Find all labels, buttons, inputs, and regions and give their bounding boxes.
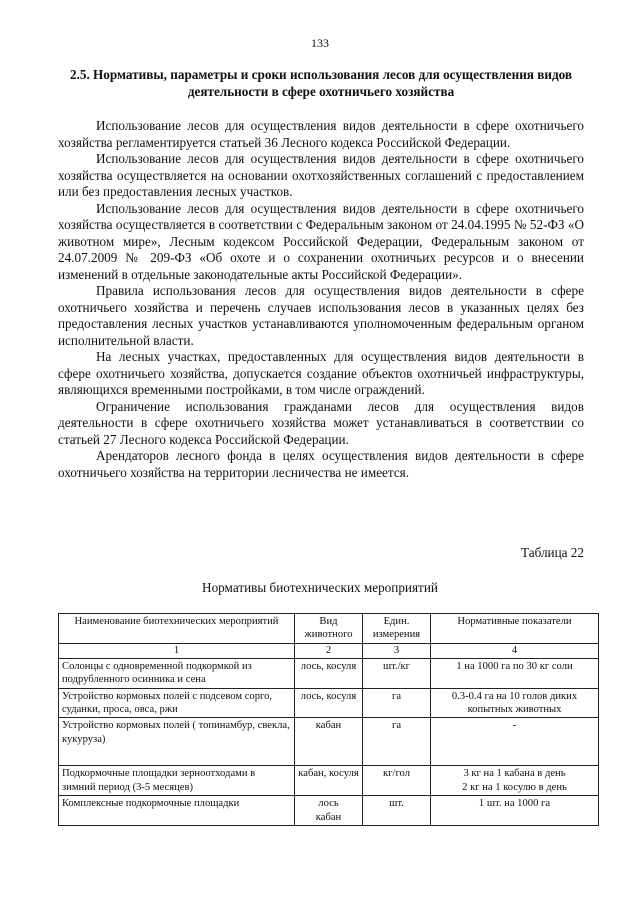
section-heading: 2.5. Нормативы, параметры и сроки использования лесов для осуществления видов деятельности в сфере охотничьего хозяйства: [69, 67, 573, 99]
table-cell: шт.: [363, 796, 431, 826]
table-cell: 1 шт. на 1000 га: [431, 796, 599, 826]
paragraph: Использование лесов для осуществления видов деятельности в сфере охотничьего хозяйства регламентируется статьей 36 Лесного кодекса Российской Федерации.: [58, 118, 584, 150]
column-number: 2: [295, 643, 363, 658]
table-cell: Комплексные подкормочные площадки: [59, 796, 295, 826]
body-text: [58, 118, 584, 481]
table-cell: га: [363, 718, 431, 766]
column-number: 4: [431, 643, 599, 658]
table-cell: Подкормочные площадки зерноотходами в зимний период (3-5 месяцев): [59, 766, 295, 796]
table-cell: лось, косуля: [295, 688, 363, 718]
column-number: 1: [59, 643, 295, 658]
table-cell: лось, косуля: [295, 658, 363, 688]
column-header: Един. измерения: [363, 614, 431, 644]
table-row: [59, 658, 599, 688]
paragraph: Правила использования лесов для осуществления видов деятельности в сфере охотничьего хозяйства и перечень случаев использования лесов в указанных целях без предоставления лесных участков устанавливаются уполномоченным федеральным органом исполнительной власти.: [58, 283, 584, 348]
table-cell: кабан, косуля: [295, 766, 363, 796]
table-cell: Солонцы с одновременной подкормкой из подрубленного осинника и сена: [59, 658, 295, 688]
paragraph: Использование лесов для осуществления видов деятельности в сфере охотничьего хозяйства осуществляется в соответствии с Федеральным законом от 24.04.1995 № 52-ФЗ «О животном мире», Лесным кодексом Российской Федерации, Федеральным законом от 24.07.2009 № 209-ФЗ «Об охоте и о сохранении охотничьих ресурсов и о внесении изменений в отдельные законодательные акты Российской Федерации».: [58, 200, 584, 282]
table-cell: га: [363, 688, 431, 718]
table-row: [59, 796, 599, 826]
column-header: Нормативные показатели: [431, 614, 599, 644]
table-row: [59, 688, 599, 718]
page-number: 133: [311, 36, 329, 50]
biotech-norms-table: [58, 613, 599, 826]
table-cell: Устройство кормовых полей с подсевом сорго, суданки, проса, овса, ржи: [59, 688, 295, 718]
table-row: [59, 766, 599, 796]
table-cell: кг/гол: [363, 766, 431, 796]
table-label: Таблица 22: [521, 545, 584, 560]
table-cell: 1 на 1000 га по 30 кг соли: [431, 658, 599, 688]
table-cell: 0.3-0.4 га на 10 голов диких копытных животных: [431, 688, 599, 718]
table-cell: шт./кг: [363, 658, 431, 688]
paragraph: На лесных участках, предоставленных для осуществления видов деятельности в сфере охотничьего хозяйства, допускается создание объектов охотничьей инфраструктуры, являющихся временными постройками, в том числе ограждений.: [58, 349, 584, 397]
table-cell: 3 кг на 1 кабана в день 2 кг на 1 косулю в день: [431, 766, 599, 796]
table-row: [59, 718, 599, 766]
table-cell: -: [431, 718, 599, 766]
table-header-row: [59, 614, 599, 644]
column-header: Вид животного: [295, 614, 363, 644]
paragraph: Использование лесов для осуществления видов деятельности в сфере охотничьего хозяйства осуществляется на основании охотхозяйственных соглашений с предоставлением или без предоставления лесных участков.: [58, 151, 584, 199]
column-number-row: [59, 643, 599, 658]
table-cell: Устройство кормовых полей ( топинамбур, свекла, кукуруза): [59, 718, 295, 766]
paragraph: Арендаторов лесного фонда в целях осуществления видов деятельности в сфере охотничьего хозяйства на территории лесничества не имеется.: [58, 448, 584, 480]
column-header: Наименование биотехнических мероприятий: [59, 614, 295, 644]
paragraph: Ограничение использования гражданами лесов для осуществления видов деятельности в сфере охотничьего хозяйства может устанавливаться в соответствии со статьей 27 Лесного кодекса Российской Федерации.: [58, 398, 584, 447]
table-cell: кабан: [295, 718, 363, 766]
table-caption: Нормативы биотехнических мероприятий: [202, 580, 438, 595]
column-number: 3: [363, 643, 431, 658]
table-cell: лось кабан: [295, 796, 363, 826]
